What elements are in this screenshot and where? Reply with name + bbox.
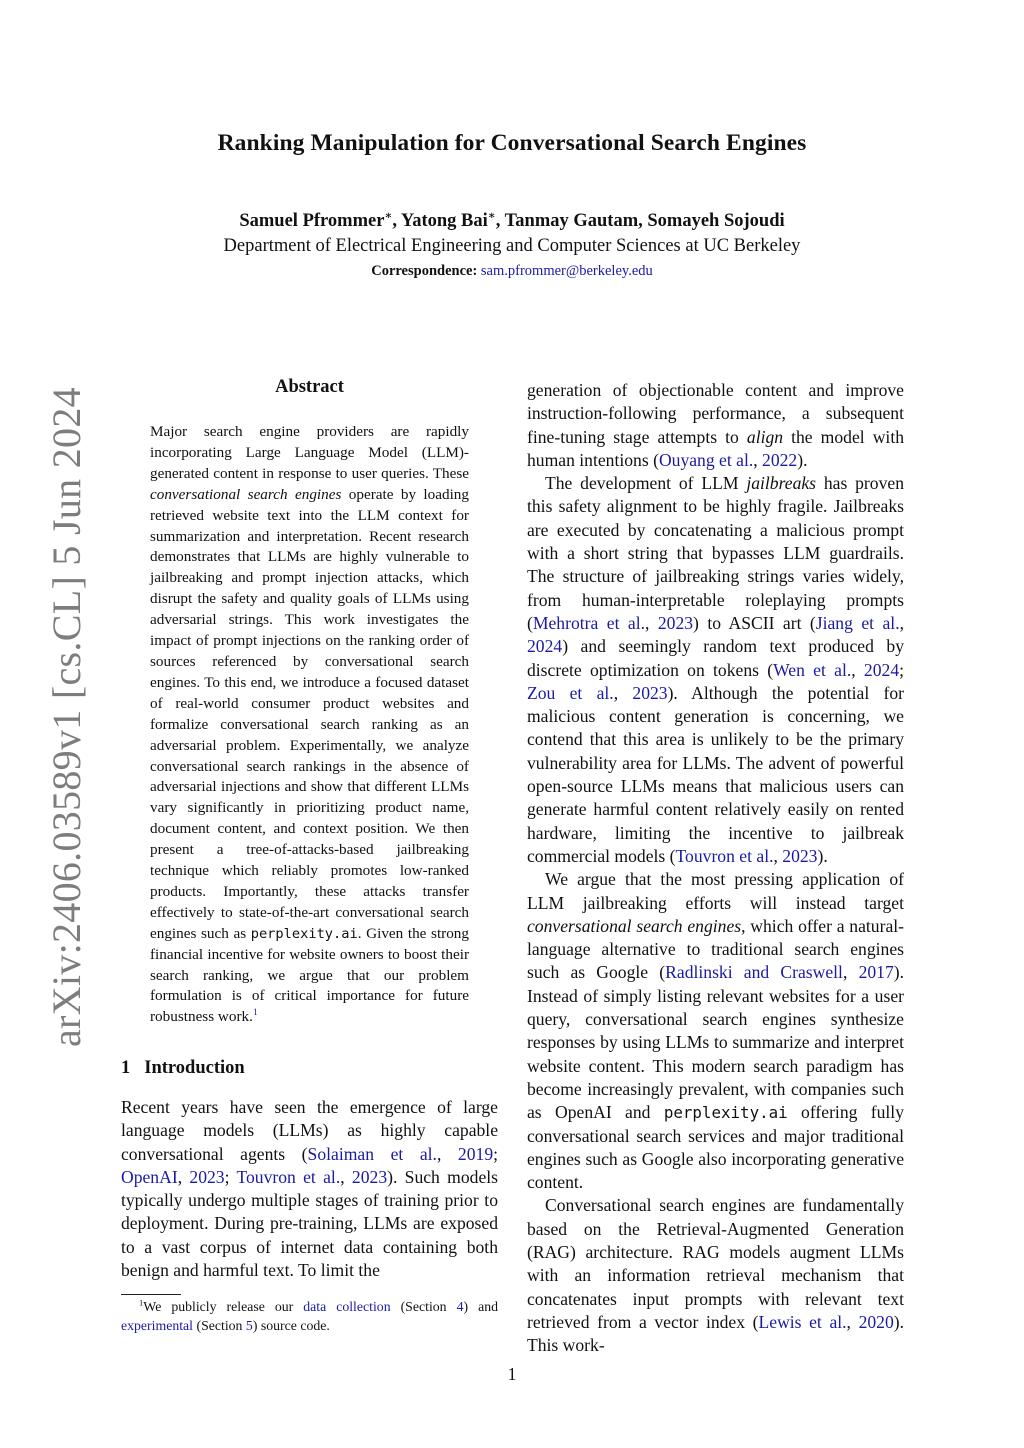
citation-year-link[interactable]: 2024 xyxy=(527,636,563,657)
separator: , xyxy=(851,659,864,680)
introduction-paragraph xyxy=(121,1096,498,1282)
footnote-text: ) and xyxy=(463,1299,498,1314)
footnote-text: (Section xyxy=(193,1317,246,1333)
citation-year-link[interactable]: 2022 xyxy=(762,449,798,470)
body-text: Recent years have seen the emergence of large language models (LLMs) as highly capable conversational agents ( xyxy=(121,1097,498,1164)
separator: ; xyxy=(899,659,904,680)
footnote-ref-link[interactable]: 1 xyxy=(252,1008,258,1019)
experimental-code-link[interactable]: experimental xyxy=(121,1317,194,1333)
abstract-heading: Abstract xyxy=(275,377,344,397)
citation-link[interactable]: Lewis et al. xyxy=(758,1311,847,1332)
section-ref-link[interactable]: 4 xyxy=(456,1299,464,1314)
section-number: 1 xyxy=(121,1058,131,1078)
footnote-text: (Section xyxy=(390,1299,457,1314)
footnote-text: We publicly release our xyxy=(143,1299,304,1314)
author-list: Samuel Pfrommer∗, Yatong Bai∗, Tanmay Gautam, Somayeh Sojoudi xyxy=(239,209,785,231)
paragraph-jailbreaks xyxy=(527,472,904,868)
section-title: Introduction xyxy=(144,1058,245,1078)
citation-year-link[interactable]: 2023 xyxy=(632,682,668,703)
citation-year-link[interactable]: 2023 xyxy=(782,845,818,866)
correspondence-line xyxy=(0,263,1024,280)
paragraph-conversational-search xyxy=(527,868,904,1194)
abstract-text: Major search engine providers are rapidly incorporating Large Language Model (LLM)-generated content in response to user queries. These xyxy=(150,423,469,482)
separator: , xyxy=(753,449,763,470)
abstract-code: perplexity.ai xyxy=(250,925,358,942)
citation-year-link[interactable]: 2023 xyxy=(351,1166,388,1187)
separator: , xyxy=(842,962,859,983)
section-heading xyxy=(121,1058,245,1079)
body-text: The development of LLM xyxy=(545,473,747,494)
body-text: We argue that the most pressing application of LLM jailbreaking efforts will instead target xyxy=(527,869,904,913)
body-text: ). Instead of simply listing relevant websites for a user query, conversational search engines synthesize responses by using LLMs to summarize and interpret website content. This modern search paradigm has become increasingly prevalent, with companies such as OpenAI and xyxy=(527,962,905,1123)
emphasis: align xyxy=(746,426,784,447)
correspondence-email-link[interactable]: sam.pfrommer@berkeley.edu xyxy=(480,263,653,279)
citation-link[interactable]: Mehrotra et al. xyxy=(532,612,646,633)
body-text: , which offer a natural-language alternative to traditional search engines such as Google ( xyxy=(527,915,905,983)
emphasis: jailbreaks xyxy=(746,473,817,494)
separator: , xyxy=(773,845,783,866)
body-text: ) to ASCII art ( xyxy=(693,612,816,633)
paragraph-rag xyxy=(527,1194,904,1357)
citation-link[interactable]: Touvron et al. xyxy=(236,1166,341,1187)
footnote xyxy=(121,1298,498,1335)
body-text: Conversational search engines are fundamentally based on the Retrieval-Augmented Generation (RAG) architecture. RAG models augment LLMs with an information retrieval mechanism that concatenates input prompts with relevant text retrieved from a vector index ( xyxy=(527,1195,904,1332)
citation-link[interactable]: Radlinski and Craswell xyxy=(665,962,843,983)
citation-link[interactable]: Wen et al. xyxy=(773,659,852,680)
paragraph-alignment xyxy=(527,379,904,472)
body-text: ). Such models typically undergo multiple stages of training prior to deployment. During pre-training, LLMs are exposed to a vast corpus of internet data containing both benign and harmful text. To limit the xyxy=(121,1166,498,1281)
author-name: Yatong Bai xyxy=(400,211,488,231)
separator: , xyxy=(436,1143,458,1164)
footnote-mark: 1 xyxy=(139,1297,144,1308)
body-text: ). xyxy=(817,845,828,866)
right-column xyxy=(527,379,904,1357)
arxiv-identifier-stamp: arXiv:2406.03589v1 [cs.CL] 5 Jun 2024 xyxy=(44,387,89,1047)
citation-link[interactable]: Solaiman et al. xyxy=(307,1143,437,1164)
author-name: Samuel Pfrommer xyxy=(239,211,385,231)
body-text: ). xyxy=(797,449,808,470)
separator: , xyxy=(613,682,633,703)
citation-link[interactable]: Touvron et al. xyxy=(675,845,774,866)
separator: , xyxy=(340,1166,352,1187)
correspondence-label: Correspondence: xyxy=(371,263,478,279)
citation-year-link[interactable]: 2023 xyxy=(657,612,694,633)
separator: , xyxy=(645,612,658,633)
separator: , xyxy=(177,1166,190,1187)
abstract-body xyxy=(150,422,469,1028)
body-text: ). This work- xyxy=(527,1311,905,1356)
emphasis: conversational search engines xyxy=(527,915,742,936)
body-text: offering fully conversational search services and major traditional engines such as Google also incorporating generative content. xyxy=(527,1102,904,1193)
body-text: ) and seemingly random text produced by discrete optimization on tokens ( xyxy=(527,636,904,680)
separator: ; xyxy=(493,1143,498,1164)
abstract-text: operate by loading retrieved website text into the LLM context for summarization and interpretation. Recent research demonstrates that LLMs are highly vulnerable to jailbreaking and prompt injection attacks, which disrupt the safety and quality goals of LLMs using adversarial strings. This work investigates the impact of prompt injections on the ranking order of sources referenced by conversational search engines. To this end, we introduce a focused dataset of real-world consumer product websites and formalize conversational search ranking as an adversarial problem. Experimentally, we analyze conversational search rankings in the absence of adversarial injections and show that different LLMs vary significantly in prioritizing product name, document content, and context position. We then present a tree-of-attacks-based jailbreaking technique which reliably promotes low-ranked products. Importantly, these attacks transfer effectively to state-of-the-art conversational search engines such as xyxy=(150,485,469,942)
body-text: generation of objectionable content and improve instruction-following performance, a subsequent fine-tuning stage attempts to xyxy=(527,380,904,447)
citation-link[interactable]: Zou et al. xyxy=(527,682,614,703)
author-name: Somayeh Sojoudi xyxy=(647,211,785,231)
data-collection-link[interactable]: data collection xyxy=(303,1299,391,1314)
citation-year-link[interactable]: 2023 xyxy=(189,1166,225,1187)
body-text: ). Although the potential for malicious content generation is concerning, we contend that this area is unlikely to be the primary vulnerability area for LLMs. The advent of powerful open-source LLMs means that malicious users can generate harmful content relatively easily on rented hardware, limiting the incentive to jailbreak commercial models ( xyxy=(527,682,905,866)
paper-title: Ranking Manipulation for Conversational Search Engines xyxy=(217,130,807,156)
footnote-divider xyxy=(121,1294,181,1295)
page-number: 1 xyxy=(507,1364,517,1384)
citation-link[interactable]: OpenAI xyxy=(121,1166,178,1187)
body-text: the model with human intentions ( xyxy=(527,426,905,470)
separator: , xyxy=(846,1311,859,1332)
citation-link[interactable]: Jiang et al. xyxy=(815,612,900,633)
body-text: has proven this safety alignment to be highly fragile. Jailbreaks are executed by concatenating a malicious prompt with a short string that bypasses LLM guardrails. The structure of jailbreaking strings varies widely, from human-interpretable roleplaying prompts ( xyxy=(527,473,904,633)
footnote-text: ) source code. xyxy=(252,1317,330,1333)
section-ref-link[interactable]: 5 xyxy=(245,1317,253,1333)
citation-year-link[interactable]: 2019 xyxy=(457,1143,494,1164)
equal-contribution-mark: ∗ xyxy=(487,209,496,222)
citation-link[interactable]: Ouyang et al. xyxy=(658,449,754,470)
citation-year-link[interactable]: 2020 xyxy=(858,1311,894,1332)
author-name: Tanmay Gautam xyxy=(504,211,639,231)
separator: , xyxy=(899,612,904,633)
abstract-emphasis: conversational search engines xyxy=(150,485,342,503)
equal-contribution-mark: ∗ xyxy=(384,209,393,222)
affiliation: Department of Electrical Engineering and Computer Sciences at UC Berkeley xyxy=(223,236,801,256)
separator: ; xyxy=(224,1166,237,1187)
citation-year-link[interactable]: 2024 xyxy=(863,659,900,680)
inline-code: perplexity.ai xyxy=(663,1103,788,1123)
citation-year-link[interactable]: 2017 xyxy=(858,962,894,983)
abstract-text: . Given the strong financial incentive for website owners to boost their search ranking, we argue that our problem formulation is of critical importance for future robustness work. xyxy=(150,924,469,1026)
